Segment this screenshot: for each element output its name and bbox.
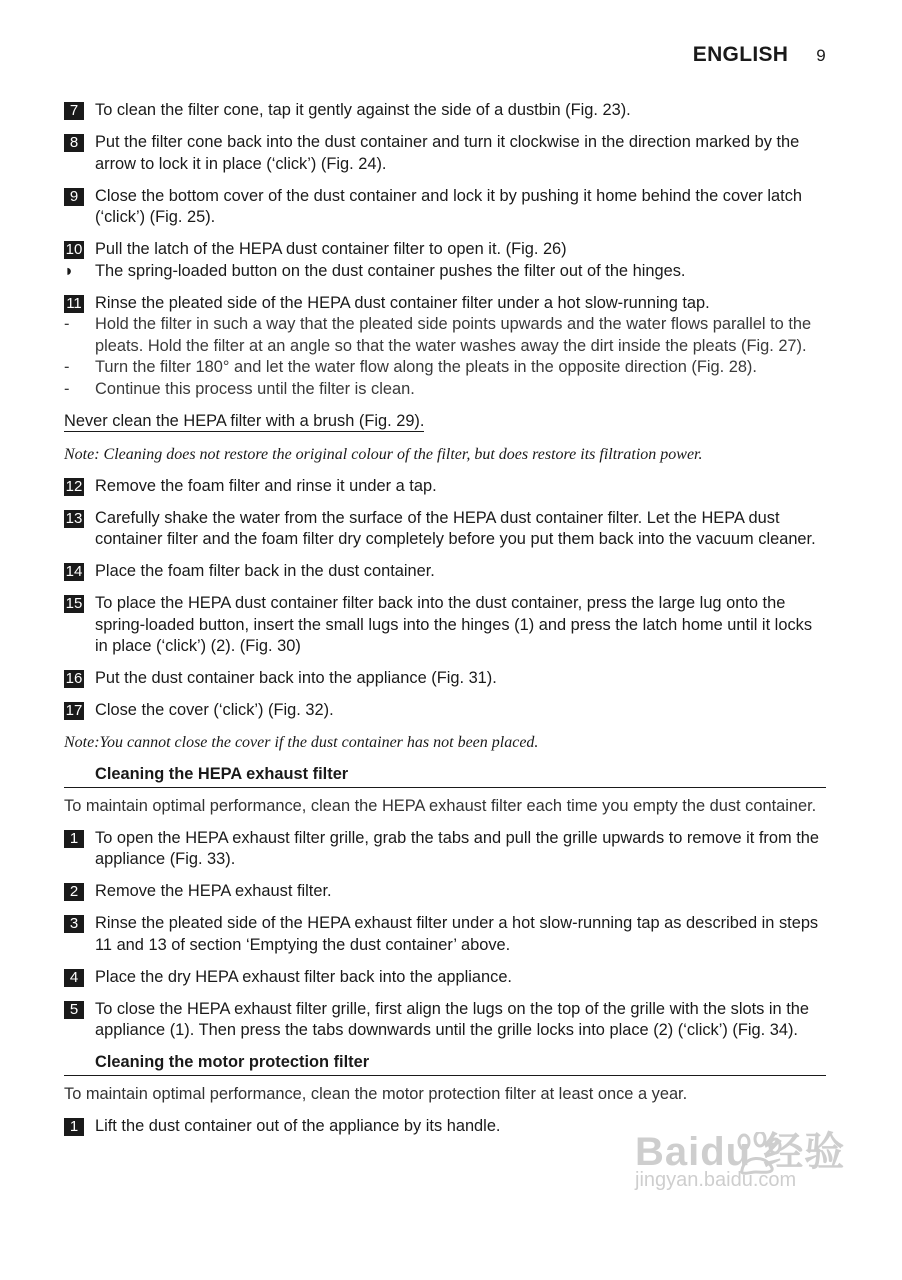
step-text: Remove the foam filter and rinse it under a tap. [95,476,437,495]
step-number-badge: 15 [65,595,83,612]
step-number-badge: 14 [65,563,83,580]
page-header [693,44,826,67]
result-arrow-icon: ◗ [64,261,74,280]
step-14 [64,561,826,583]
step-number-badge: 7 [64,102,84,120]
sub-instruction [64,314,826,357]
step-number-badge: 11 [64,295,84,313]
step-8 [64,132,826,175]
hepa-step-2 [64,881,826,903]
step-text: To open the HEPA exhaust filter grille, grab the tabs and pull the grille upwards to remove it from the appliance (Fig. 33). [95,828,820,868]
step-7 [64,100,826,122]
language-label: ENGLISH [692,43,789,66]
step-text: To place the HEPA dust container filter back into the dust container, press the large lug onto the spring-loaded button, insert the small lugs into the hinges (1) and press the latch home until it locks in place (‘click’) (2). (Fig. 30) [95,594,813,655]
sub-instruction-text: Turn the filter 180° and let the water flow along the pleats in the opposite direction (Fig. 28). [95,358,757,376]
note-text: Note: Cleaning does not restore the original colour of the filter, but does restore its filtration power. [64,445,703,463]
step-text: Rinse the pleated side of the HEPA dust container filter under a hot slow-running tap. [95,293,710,312]
step-text: Remove the HEPA exhaust filter. [95,882,332,900]
dash-marker: - [64,358,70,376]
step-text: To clean the filter cone, tap it gently against the side of a dustbin (Fig. 23). [95,101,631,119]
sub-instruction-text: Hold the filter in such a way that the pleated side points upwards and the water flows parallel to the pleats. Hold the filter at an angle so that the water washes away the dirt inside the pleats (Fig. 27). [95,315,812,355]
step-number-badge: 8 [64,134,84,152]
step-15 [64,593,826,658]
sub-instruction-text: Continue this process until the filter is clean. [95,379,415,398]
step-text: Place the dry HEPA exhaust filter back into the appliance. [95,967,512,986]
step-number-badge: 16 [65,670,83,687]
watermark-logo: Baidu 经验 [635,1130,846,1174]
step-number-badge: 2 [64,883,84,901]
step-text: Put the dust container back into the appliance (Fig. 31). [95,669,497,687]
sub-instruction [64,379,826,401]
step-text: Pull the latch of the HEPA dust container filter to open it. (Fig. 26) [95,240,567,258]
step-16 [64,668,826,690]
step-text: Place the foam filter back in the dust container. [95,562,435,580]
step-number-badge: 1 [64,1118,84,1136]
sub-instruction [64,357,826,379]
step-number-badge: 12 [65,477,83,495]
note-text: Note:You cannot close the cover if the dust container has not been placed. [64,734,539,751]
manual-content [64,100,826,1148]
step-number-badge: 5 [64,1001,84,1019]
step-17 [64,700,826,722]
step-10 [64,239,826,261]
step-number-badge: 1 [64,830,84,848]
warning-text: Never clean the HEPA filter with a brush (Fig. 29). [64,411,425,430]
hepa-step-3 [64,913,826,956]
step-11-group [64,293,826,401]
step-9 [64,186,826,229]
section-heading-hepa: Cleaning the HEPA exhaust filter [64,764,826,788]
section-intro: To maintain optimal performance, clean the HEPA exhaust filter each time you empty the dust container. [64,796,817,815]
step-number-badge: 10 [65,241,83,258]
step-text: Close the bottom cover of the dust container and lock it by pushing it home behind the cover latch (‘click’) (Fig. 25). [95,186,803,226]
baidu-watermark [635,1130,865,1252]
step-10-group [64,239,826,282]
section-heading-motor: Cleaning the motor protection filter [64,1052,826,1076]
step-number-badge: 13 [65,509,83,527]
step-11 [64,293,826,315]
section-intro: To maintain optimal performance, clean the motor protection filter at least once a year. [64,1084,688,1103]
hepa-step-4 [64,967,826,989]
result-bullet [64,261,826,283]
step-number-badge: 3 [64,915,84,933]
step-13 [64,508,826,551]
step-number-badge: 4 [64,969,84,987]
step-text: Put the filter cone back into the dust container and turn it clockwise in the direction marked by the arrow to lock it in place (‘click’) (Fig. 24). [95,133,800,173]
step-text: To close the HEPA exhaust filter grille, first align the lugs on the top of the grille with the slots in the appliance (1). Then press the tabs downwards until the grille locks into place (2) (‘click’) (Fig. 34). [95,999,809,1039]
step-text: Lift the dust container out of the appliance by its handle. [95,1116,501,1135]
step-text: Close the cover (‘click’) (Fig. 32). [95,701,334,719]
hepa-step-5 [64,999,826,1042]
step-12 [64,476,826,498]
dash-marker: - [64,379,70,398]
step-text: Rinse the pleated side of the HEPA exhaust filter under a hot slow-running tap as described in steps 11 and 13 of section ‘Emptying the dust container’ above. [95,914,819,954]
page-number: 9 [816,46,826,65]
step-text: Carefully shake the water from the surface of the HEPA dust container filter. Let the HEPA dust container filter and the foam filter dry completely before you put them back into the vacuum cleaner. [95,508,816,548]
step-number-badge: 17 [65,702,83,719]
hepa-step-1 [64,828,826,871]
step-number-badge: 9 [64,188,84,206]
watermark-url: jingyan.baidu.com [635,1168,797,1191]
motor-step-1 [64,1116,826,1138]
bullet-text: The spring-loaded button on the dust container pushes the filter out of the hinges. [95,261,686,280]
dash-marker: - [64,315,70,333]
